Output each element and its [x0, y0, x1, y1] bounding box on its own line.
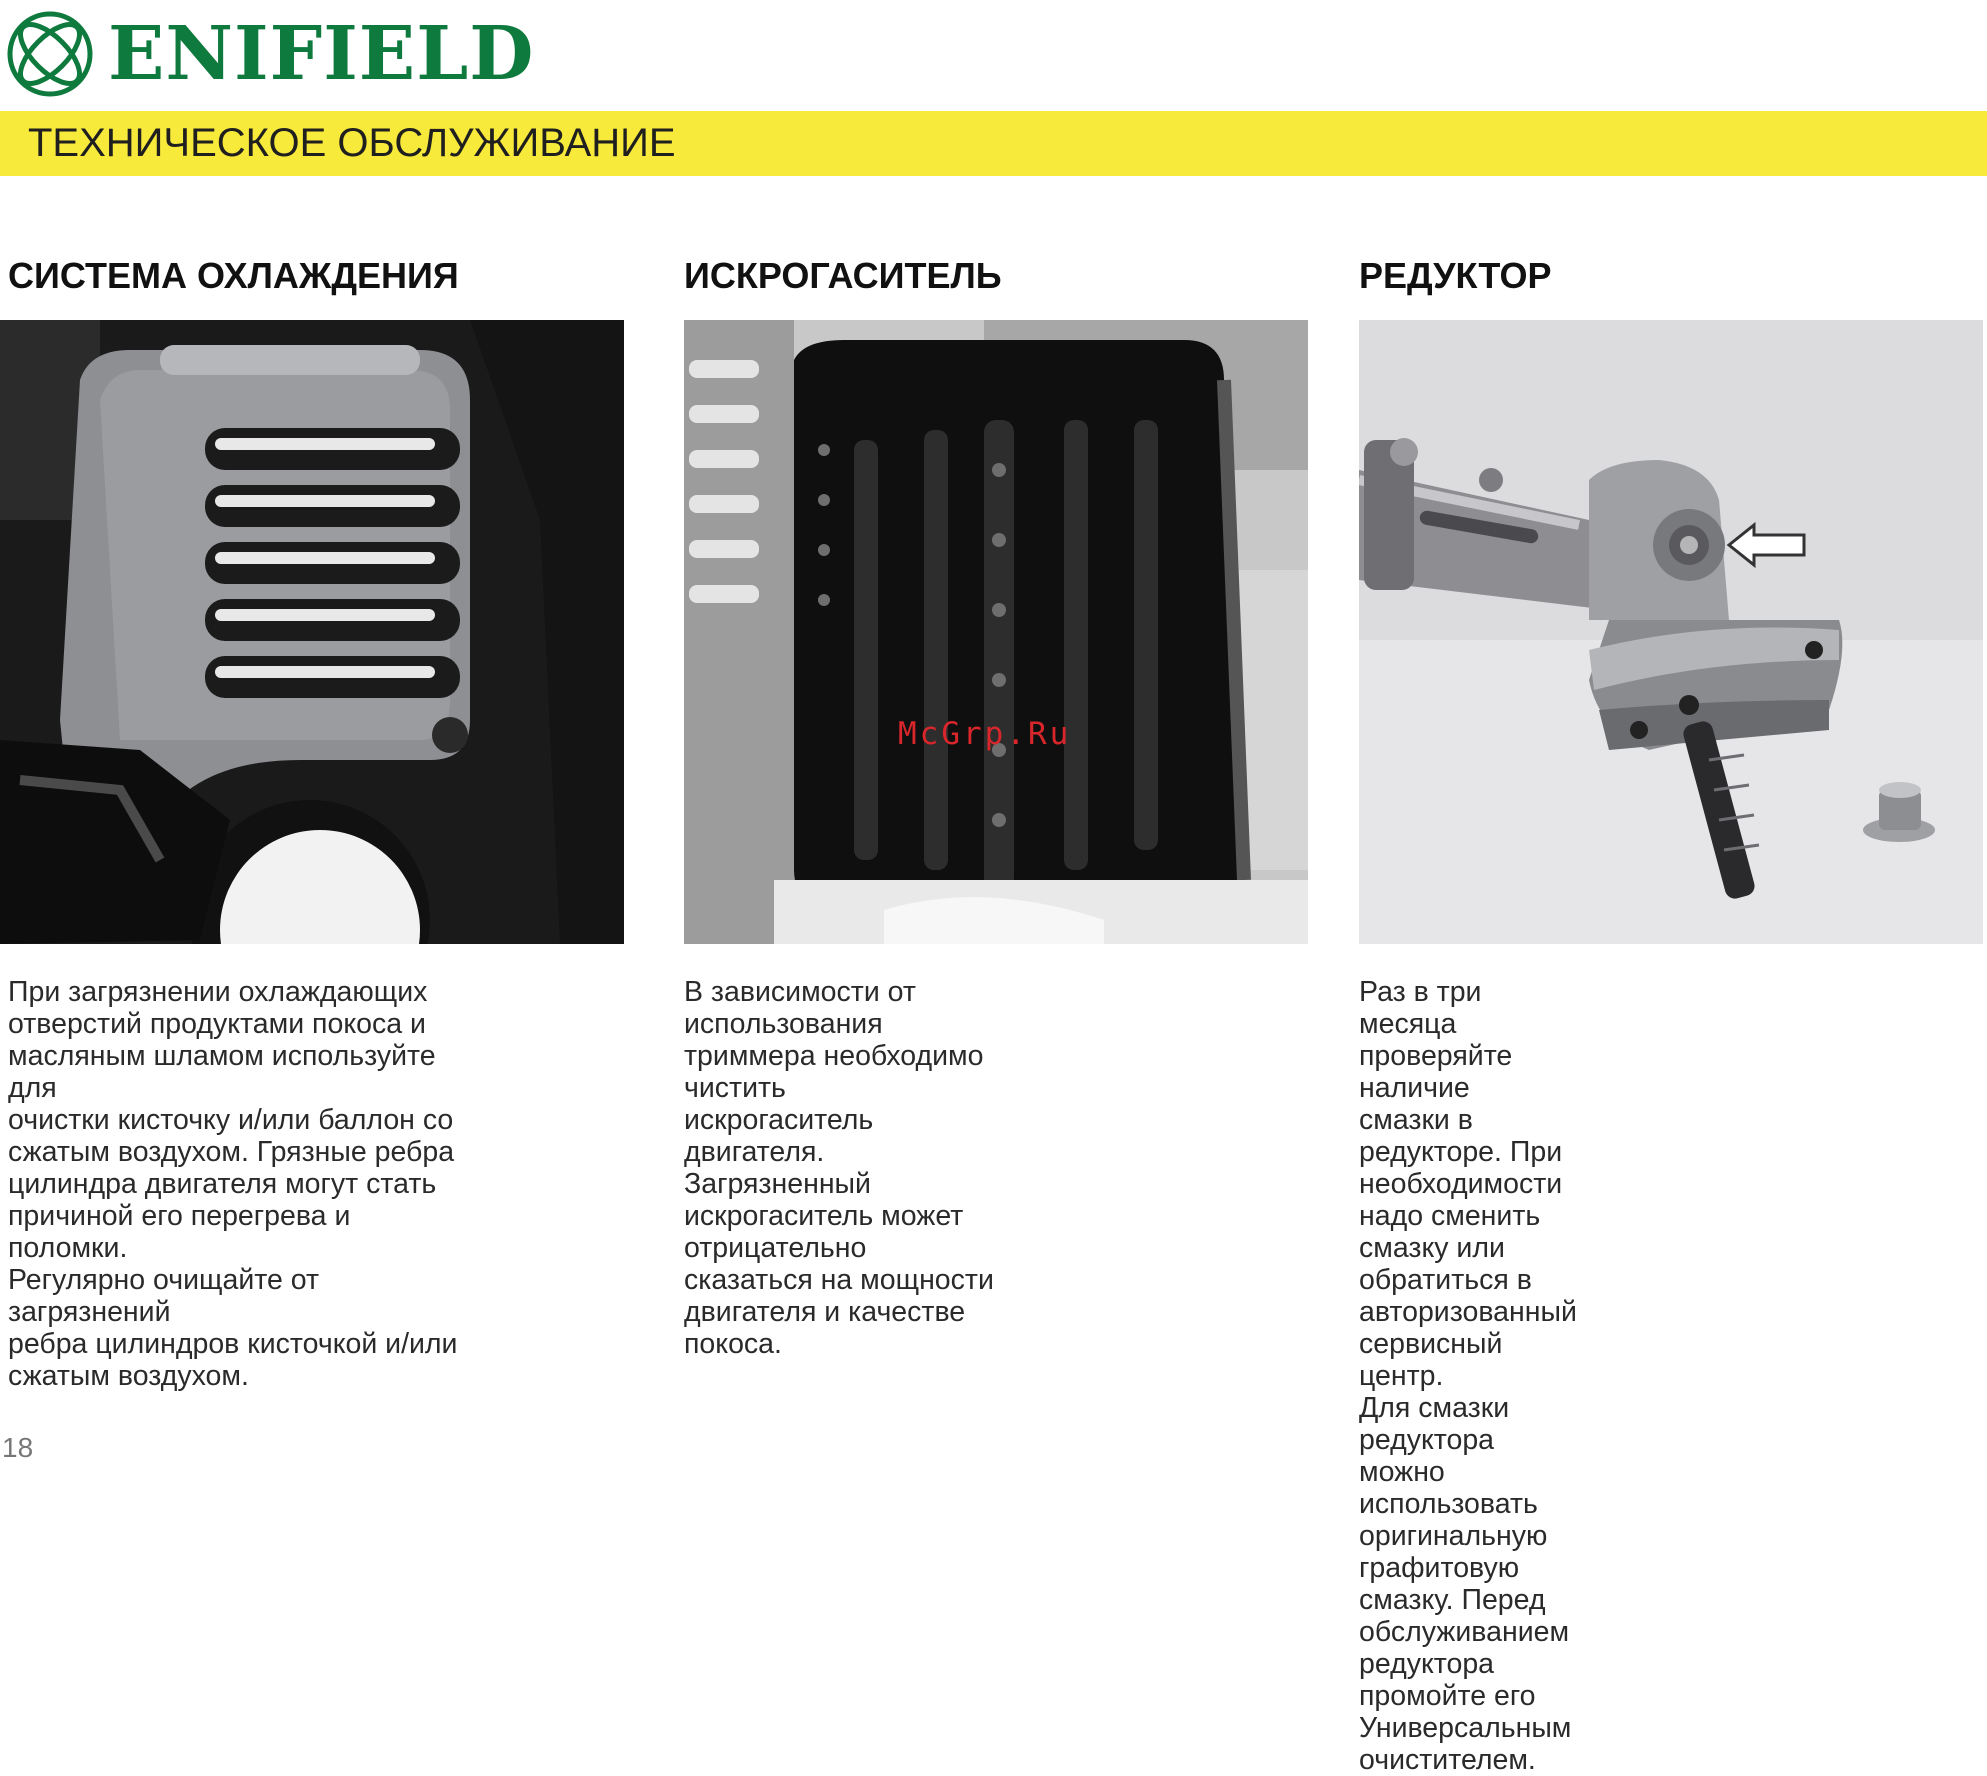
brand-name: ENIFIELD: [108, 11, 535, 97]
cooling-system-title: СИСТЕМА ОХЛАЖДЕНИЯ: [8, 255, 459, 296]
section-title: ТЕХНИЧЕСКОЕ ОБСЛУЖИВАНИЕ: [28, 121, 676, 165]
page-number: 18: [2, 1432, 34, 1463]
spark-arrester-photo: [684, 320, 1308, 944]
gearbox-section: [1359, 255, 1577, 1776]
gearbox-title: РЕДУКТОР: [1359, 255, 1552, 296]
cooling-system-text: При загрязнении охлаждающих отверстий продуктами покоса и масляным шламом используйте для очистки кисточку и/или баллон со сжатым воздухом. Грязные ребра цилиндра двигателя могут стать причиной его перегрева и поломки. Регулярно очищайте от загрязнений ребра цилиндров кисточкой и/или сжатым воздухом.: [8, 976, 458, 1392]
cooling-system-section: [8, 255, 459, 1392]
section-header-bar: [0, 111, 1987, 176]
enifield-logo: [4, 8, 534, 100]
spark-arrester-text: В зависимости от использования триммера необходимо чистить искрогаситель двигателя. Загрязненный искрогаситель может отрицательно сказаться на мощности двигателя и качестве покоса.: [684, 976, 994, 1360]
watermark: McGrp.Ru: [898, 716, 1072, 752]
cooling-system-photo: [0, 320, 624, 944]
enifield-emblem-icon: [4, 8, 96, 100]
gearbox-photo: [1359, 320, 1983, 944]
spark-arrester-title: ИСКРОГАСИТЕЛЬ: [684, 255, 1002, 296]
gearbox-text: Раз в три месяца проверяйте наличие смазки в редукторе. При необходимости надо сменить смазку или обратиться в авторизованный сервисный центр. Для смазки редуктора можно использовать оригинальную графитовую смазку. Перед обслуживанием редуктора промойте его Универсальным очистителем.: [1359, 976, 1577, 1776]
